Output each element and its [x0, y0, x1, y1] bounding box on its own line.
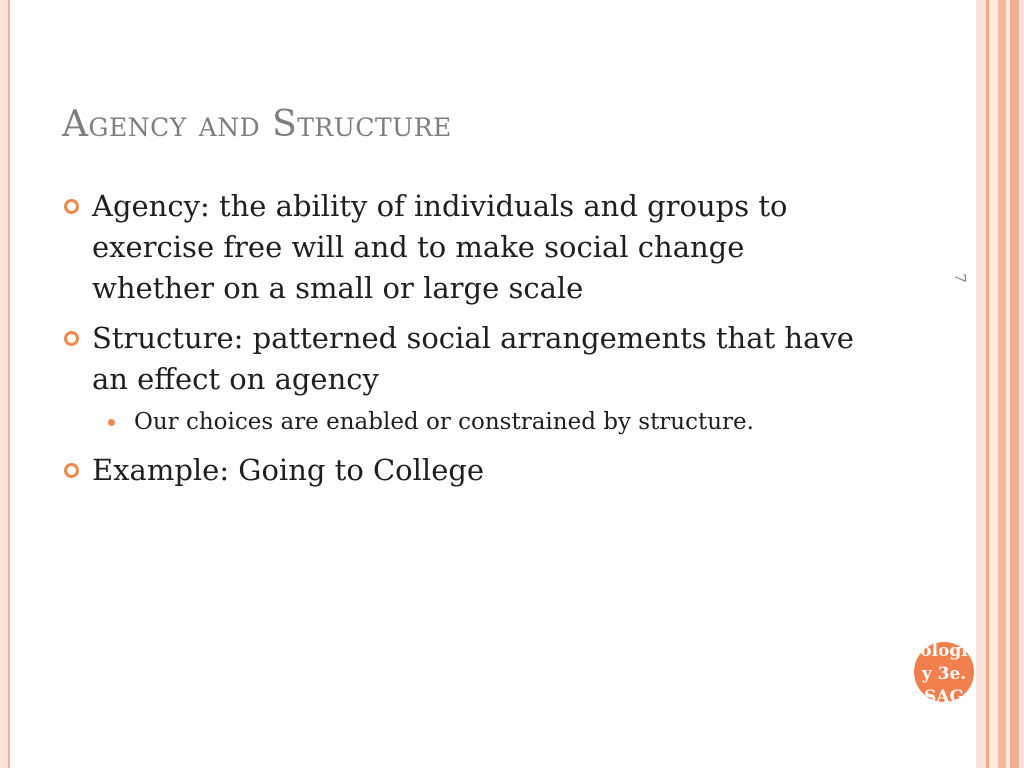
bullet-item	[64, 318, 864, 400]
left-border	[0, 0, 8, 768]
slide-title: Agency and Structure	[62, 104, 452, 145]
slide-page-number: 7	[951, 273, 969, 283]
sub-bullet-text: Our choices are enabled or constrained by structure.	[134, 409, 754, 435]
badge-line: y 3e.	[921, 664, 967, 684]
badge-line: SAG	[924, 687, 964, 702]
bullet-text: Agency: the ability of individuals and groups to exercise free will and to make social change whether on a small or large scale	[92, 189, 788, 305]
bullet-item	[64, 450, 864, 491]
bullet-ring-icon	[64, 463, 79, 478]
bullet-list	[64, 186, 864, 491]
bullet-ring-icon	[64, 331, 79, 346]
bullet-ring-icon	[64, 199, 79, 214]
right-decorative-stripes	[976, 0, 1024, 768]
bullet-dot-icon	[108, 419, 115, 426]
bullet-text: Structure: patterned social arrangements that have an effect on agency	[92, 321, 854, 396]
bullet-item	[64, 186, 864, 309]
bullet-text: Example: Going to College	[92, 453, 485, 487]
source-badge	[914, 642, 974, 702]
sub-bullet-item	[64, 403, 864, 441]
left-border-line	[8, 0, 10, 768]
badge-line: ologi	[920, 642, 968, 661]
